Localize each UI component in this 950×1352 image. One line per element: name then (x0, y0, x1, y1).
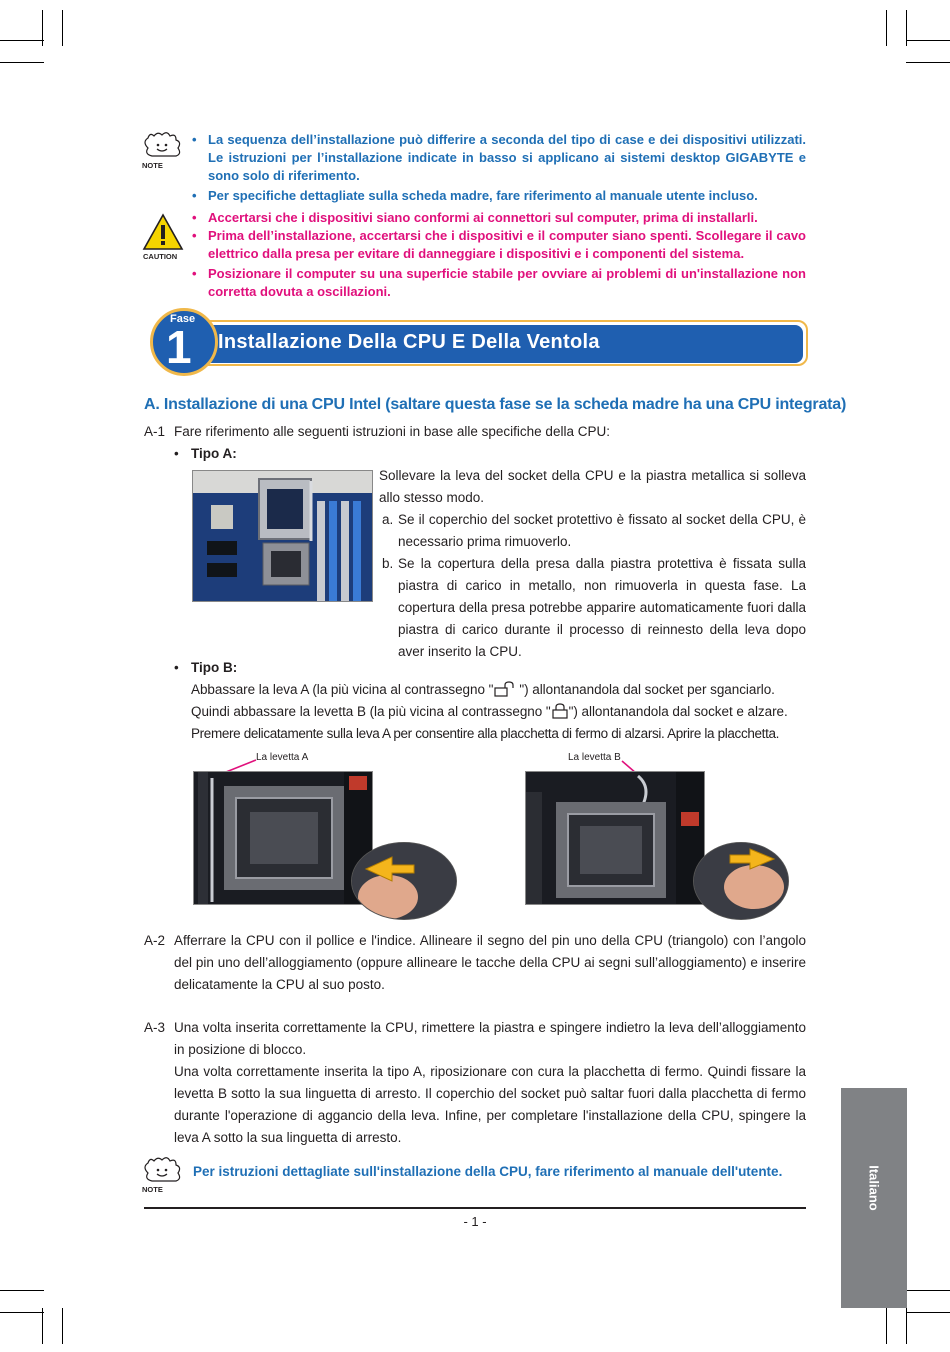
bullet-dot: • (174, 660, 179, 675)
type-b-line-2-post: ") allontanandola dal socket e alzare. (568, 704, 788, 719)
lock-mark-icon (551, 703, 569, 719)
type-b-line-2-pre: Quindi abbassare la levetta B (la più vicina al contrassegno " (191, 704, 551, 719)
type-b-line-1-post: ") allontanandola dal socket per sganciarlo. (519, 682, 775, 697)
crop-mark (906, 40, 950, 41)
lever-b-zoom (693, 842, 789, 920)
step-a3-number: A-3 (144, 1020, 166, 1035)
type-a-item-text: Se il coperchio del socket protettivo è fissato al socket della CPU, è necessario prima rimuoverlo. (398, 512, 806, 549)
crop-mark (906, 62, 950, 63)
svg-text:NOTE: NOTE (142, 161, 163, 170)
step-a1-text: Fare riferimento alle seguenti istruzioni in base alle specifiche della CPU: (174, 424, 610, 439)
type-b-line-1-pre: Abbassare la leva A (la più vicina al contrassegno " (191, 682, 494, 697)
language-side-tab-label: Italiano (866, 1165, 882, 1211)
crop-mark (0, 1312, 44, 1313)
type-b-line-1 (191, 679, 806, 701)
caution-icon (140, 213, 186, 261)
note-item: • La sequenza dell’installazione può differire a seconda del tipo di case e dei dispositivi utilizzati. Le istruzioni per l’installazione indicate in basso si applicano ai sistemi desktop GIGABYTE e sono solo di riferimento. (190, 131, 806, 185)
footer-rule (144, 1207, 806, 1209)
caution-item: • Accertarsi che i dispositivi siano conformi ai connettori sul computer, prima di installarli. (190, 209, 806, 227)
step-title: Installazione Della CPU E Della Ventola (218, 331, 600, 353)
crop-mark (886, 1308, 887, 1344)
caution-list (190, 209, 806, 301)
crop-mark (42, 1308, 43, 1344)
note-icon (140, 130, 186, 172)
step-a3-text-1: Una volta inserita correttamente la CPU, rimettere la piastra e spingere indietro la leva dell’alloggiamento in posizione di blocco. (174, 1020, 806, 1057)
step-label: Fase (170, 313, 196, 325)
type-a-item-mark: a. (382, 512, 394, 527)
crop-mark (906, 1312, 950, 1313)
type-b-line-2 (191, 701, 806, 723)
step-a2-number: A-2 (144, 933, 166, 948)
bullet-dot: • (174, 446, 179, 461)
cpu-socket-type-a-photo (192, 470, 373, 602)
crop-mark (62, 1308, 63, 1344)
page-number: - 1 - (463, 1214, 487, 1229)
type-b-line-3: Premere delicatamente sulla leva A per consentire alla placchetta di fermo di alzarsi. Aprire la placchetta. (191, 726, 780, 741)
crop-mark (42, 10, 43, 46)
type-a-label: Tipo A: (191, 446, 237, 461)
crop-mark (0, 40, 44, 41)
lever-b-photo (525, 771, 705, 905)
unlock-mark-icon (493, 681, 519, 697)
crop-mark (0, 1290, 44, 1291)
type-a-item-text: Se la copertura della presa dalla piastra protettiva è fissata sulla piastra di carico in metallo, non rimuoverla in questa fase. La copertura della presa potrebbe apparire automaticamente fuori dalla piastra di carico durante il processo di reinnesto della leva dopo aver inserito la CPU. (398, 556, 806, 659)
step-a1-number: A-1 (144, 424, 166, 439)
note-item: • Per specifiche dettagliate sulla scheda madre, fare riferimento al manuale utente incluso. (190, 187, 806, 205)
lever-a-photo (193, 771, 373, 905)
crop-mark (62, 10, 63, 46)
crop-mark (886, 10, 887, 46)
final-note-text: Per istruzioni dettagliate sull'installazione della CPU, fare riferimento al manuale dell'utente. (193, 1164, 783, 1179)
step-number: 1 (166, 321, 192, 373)
crop-mark (0, 62, 44, 63)
crop-mark (906, 1290, 950, 1291)
crop-mark (906, 1308, 907, 1344)
type-b-label: Tipo B: (191, 660, 238, 675)
note-icon (140, 1155, 186, 1197)
section-title: A. Installazione di una CPU Intel (saltare questa fase se la scheda madre ha una CPU integrata) (144, 396, 847, 413)
lever-a-zoom (351, 842, 457, 920)
type-a-item-mark: b. (382, 556, 394, 571)
step-a2-text: Afferrare la CPU con il pollice e l'indice. Allineare il segno del pin uno della CPU (triangolo) con l’angolo del pin uno dell’alloggiamento (oppure allineare le tacche della CPU ai segni sull’alloggiamento) e inserire delicatamente la CPU al suo posto. (174, 933, 806, 992)
crop-mark (906, 10, 907, 46)
callout-lever-b: La levetta B (568, 752, 621, 763)
callout-lever-a: La levetta A (256, 752, 309, 763)
caution-item: • Posizionare il computer su una superficie stabile per ovviare ai problemi di un'installazione non corretta dovuta a oscillazioni. (190, 265, 806, 301)
caution-item: • Prima dell’installazione, accertarsi che i dispositivi e il computer siano spenti. Scollegare il cavo elettrico dalla presa per evitare di danneggiare i dispositivi e i componenti del sistema. (190, 227, 806, 263)
svg-text:CAUTION: CAUTION (143, 252, 178, 261)
step-a3-text-2: Una volta correttamente inserita la tipo A, riposizionare con cura la placchetta di fermo. Quindi fissare la levetta B sotto la sua linguetta di arresto. Il coperchio del socket può saltar fuori dalla placchetta di fermo durante l'operazione di aggancio della leva. Infine, per completare l'installazione della CPU, spingere la leva A sotto la sua linguetta di arresto. (174, 1064, 806, 1145)
note-list (190, 131, 806, 205)
svg-text:NOTE: NOTE (142, 1185, 163, 1194)
type-a-text: Sollevare la leva del socket della CPU e la piastra metallica si solleva allo stesso modo. (379, 468, 806, 505)
